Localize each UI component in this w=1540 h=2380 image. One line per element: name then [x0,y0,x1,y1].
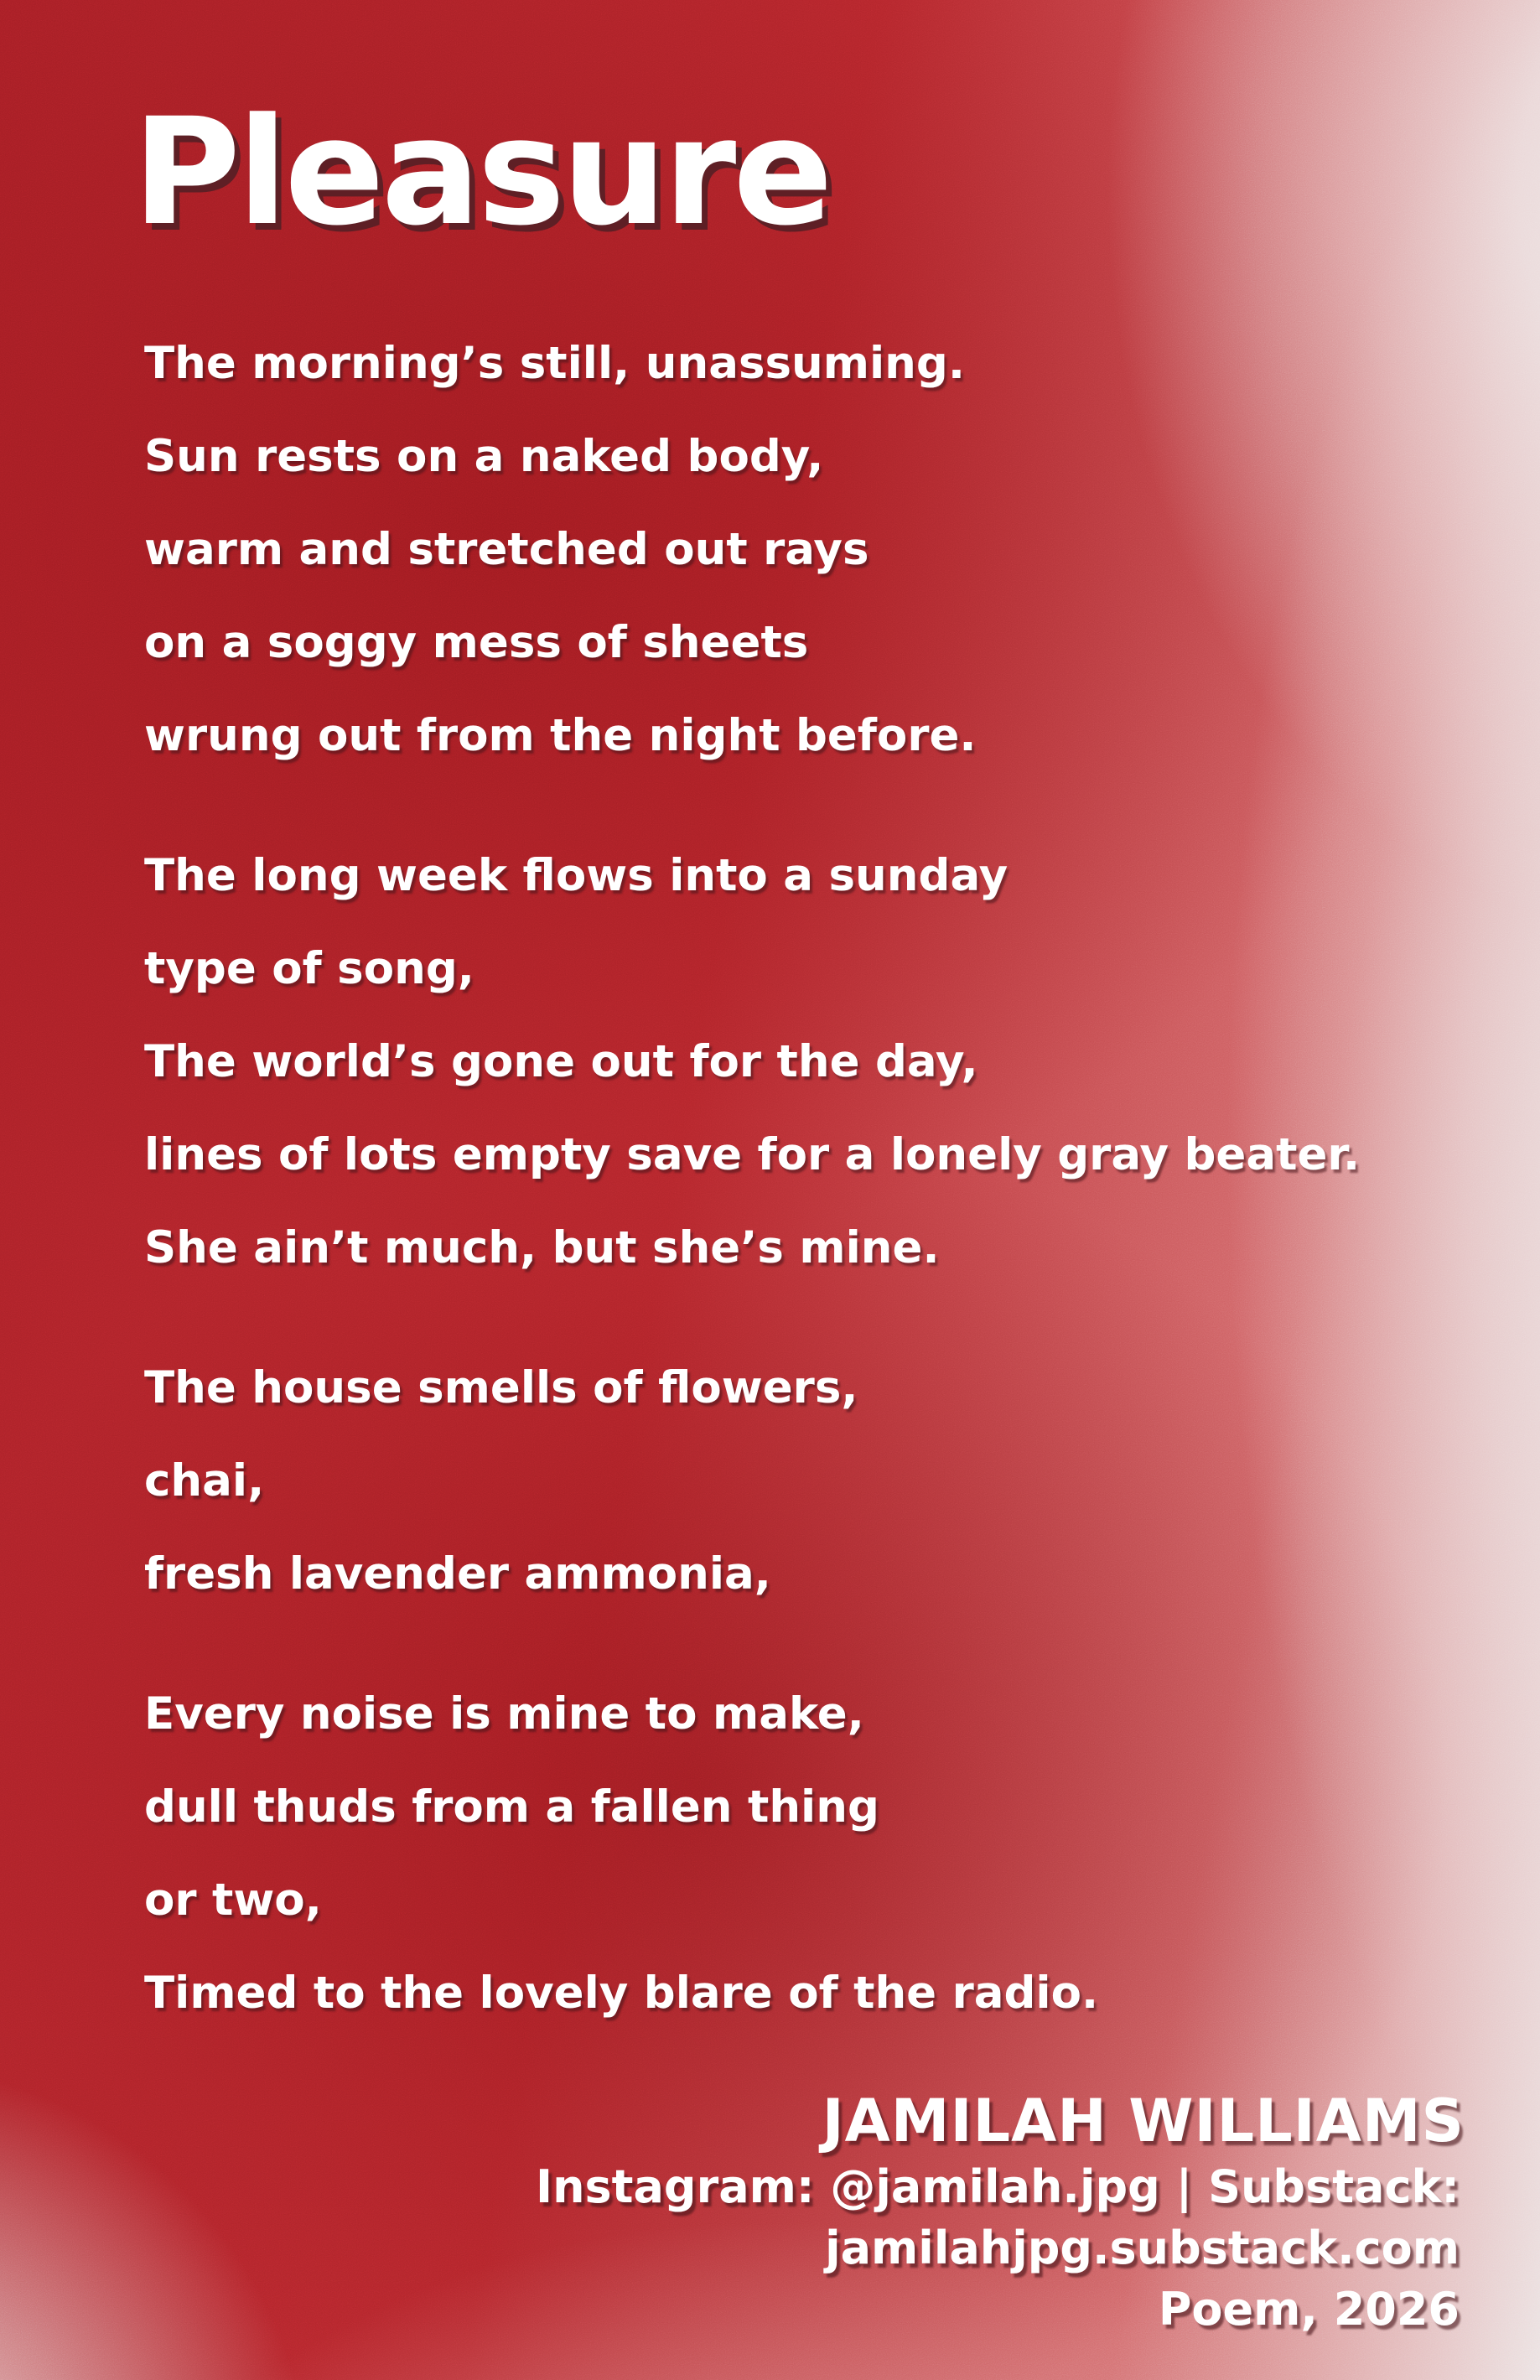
poem-line: or two, [144,1874,322,1926]
stanza [144,317,1418,782]
author-name: JAMILAH WILLIAMS [822,2087,1465,2155]
stanza [144,829,1418,1294]
poem-line: Every noise is mine to make, [144,1688,864,1740]
poem-line: Timed to the lovely blare of the radio. [144,1968,1099,2019]
poem-body [144,317,1418,2087]
poem-line: type of song, [144,943,474,994]
poem-line: warm and stretched out rays [144,524,869,575]
poem-line: The long week flows into a sunday [144,850,1009,901]
stanza [144,1341,1418,1620]
poem-line: She ain’t much, but she’s mine. [144,1222,940,1273]
poem-line: chai, [144,1455,265,1506]
poem-line: The world’s gone out for the day, [144,1036,978,1087]
poem-line: on a soggy mess of sheets [144,617,809,668]
poem-line: The house smells of flowers, [144,1362,858,1413]
poem-line: The morning’s still, unassuming. [144,338,965,389]
poem-year: Poem, 2026 [1158,2283,1460,2336]
substack-url: jamilahjpg.substack.com [825,2222,1460,2274]
author-credits [536,2086,1465,2340]
poem-title: Pleasure [132,86,830,258]
poem-line: wrung out from the night before. [144,710,977,761]
poem-line: lines of lots empty save for a lonely gray beater. [144,1129,1361,1180]
poem-line: Sun rests on a naked body, [144,431,824,482]
stanza [144,1667,1418,2040]
poem-line: fresh lavender ammonia, [144,1548,771,1600]
poem-line: dull thuds from a fallen thing [144,1781,879,1833]
social-handles: Instagram: @jamilah.jpg | Substack: [536,2160,1460,2213]
